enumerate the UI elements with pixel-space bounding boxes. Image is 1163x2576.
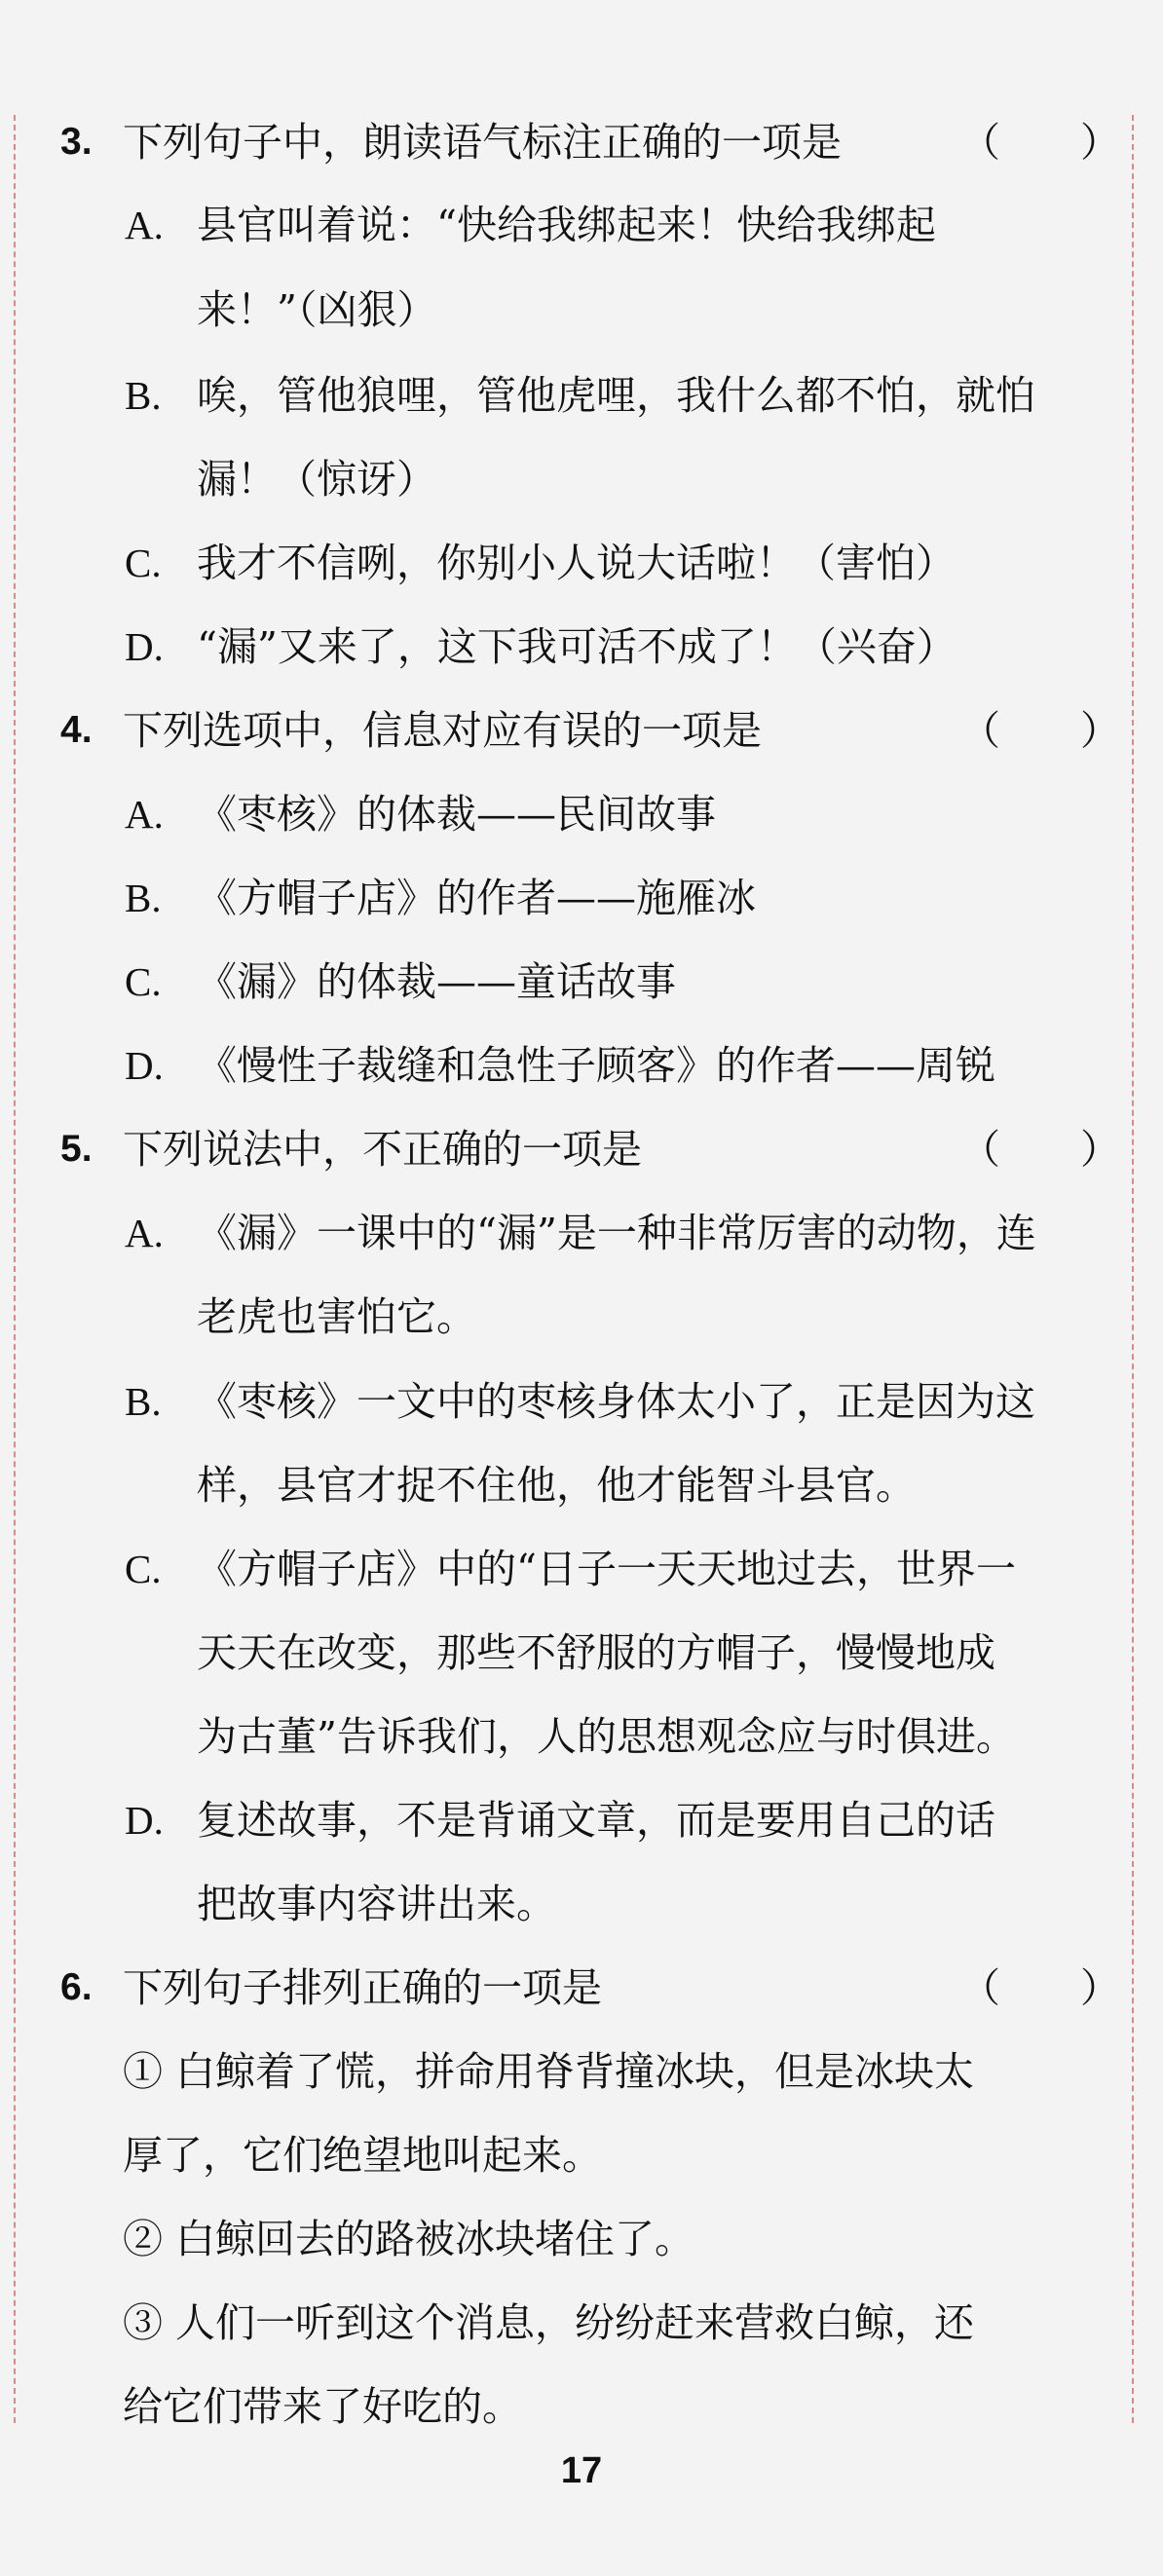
option-text: 天天在改变，那些不舒服的方帽子，慢慢地成 (197, 1629, 995, 1676)
question-area (14, 115, 1134, 2430)
option-text: 把故事内容讲出来。 (197, 1881, 556, 1927)
option-letter: C. (125, 1547, 162, 1591)
option-letter: A. (125, 1211, 164, 1255)
option-text: 《方帽子店》中的“日子一天天地过去，世界一 (197, 1546, 1016, 1592)
option-letter: B. (125, 1379, 162, 1424)
option-letter: A. (125, 792, 164, 837)
sentence-text: 给它们带来了好吃的。 (123, 2383, 522, 2430)
option-text: 来！”（凶狠） (197, 286, 437, 333)
question-text: 下列说法中，不正确的一项是 (123, 1126, 642, 1173)
option-letter: D. (125, 624, 164, 669)
option-text: 唉，管他狼哩，管他虎哩，我什么都不怕，就怕 (197, 372, 1035, 419)
option-text: “漏”又来了，这下我可活不成了！（兴奋） (197, 623, 957, 670)
question-text: 下列选项中，信息对应有误的一项是 (123, 707, 762, 754)
option-text: 样，县官才捉不住他，他才能智斗县官。 (197, 1462, 916, 1509)
option-text: 《漏》一课中的“漏”是一种非常厉害的动物，连 (197, 1210, 1036, 1256)
option-letter: D. (125, 1043, 164, 1088)
sentence-text: ③ 人们一听到这个消息，纷纷赶来营救白鲸，还 (123, 2299, 975, 2346)
answer-blank[interactable]: （ ） (960, 1964, 1120, 2011)
option-text: 《枣核》一文中的枣核身体太小了，正是因为这 (197, 1378, 1035, 1425)
option-letter: B. (125, 876, 162, 920)
option-letter: B. (125, 373, 162, 418)
option-text: 漏！（惊讶） (197, 456, 436, 503)
question-number: 3. (60, 121, 93, 163)
question-number: 5. (60, 1128, 93, 1170)
option-text: 《漏》的体裁——童话故事 (197, 958, 676, 1005)
option-text: 《枣核》的体裁——民间故事 (197, 791, 716, 838)
option-text: 县官叫着说：“快给我绑起来！快给我绑起 (197, 202, 936, 248)
option-letter: A. (125, 203, 164, 247)
sentence-text: ① 白鲸着了慌，拼命用脊背撞冰块，但是冰块太 (123, 2048, 975, 2095)
question-number: 6. (60, 1966, 93, 2008)
option-letter: D. (125, 1798, 164, 1843)
sentence-text: ② 白鲸回去的路被冰块堵住了。 (123, 2216, 695, 2262)
option-text: 为古董”告诉我们，人的思想观念应与时俱进。 (197, 1713, 1016, 1760)
option-text: 我才不信咧，你别小人说大话啦！（害怕） (197, 540, 956, 586)
option-text: 《慢性子裁缝和急性子顾客》的作者——周锐 (197, 1042, 995, 1089)
option-text: 《方帽子店》的作者——施雁冰 (197, 875, 756, 921)
question-text: 下列句子中，朗读语气标注正确的一项是 (123, 119, 842, 166)
page-number: 17 (560, 2450, 603, 2491)
option-letter: C. (125, 541, 162, 585)
answer-blank[interactable]: （ ） (960, 707, 1120, 754)
answer-blank[interactable]: （ ） (960, 119, 1120, 166)
sentence-text: 厚了，它们绝望地叫起来。 (123, 2132, 602, 2179)
option-text: 复述故事，不是背诵文章，而是要用自己的话 (197, 1797, 995, 1844)
option-letter: C. (125, 959, 162, 1004)
question-number: 4. (60, 709, 93, 751)
question-text: 下列句子排列正确的一项是 (123, 1964, 602, 2011)
answer-blank[interactable]: （ ） (960, 1126, 1120, 1173)
option-text: 老虎也害怕它。 (197, 1293, 476, 1340)
